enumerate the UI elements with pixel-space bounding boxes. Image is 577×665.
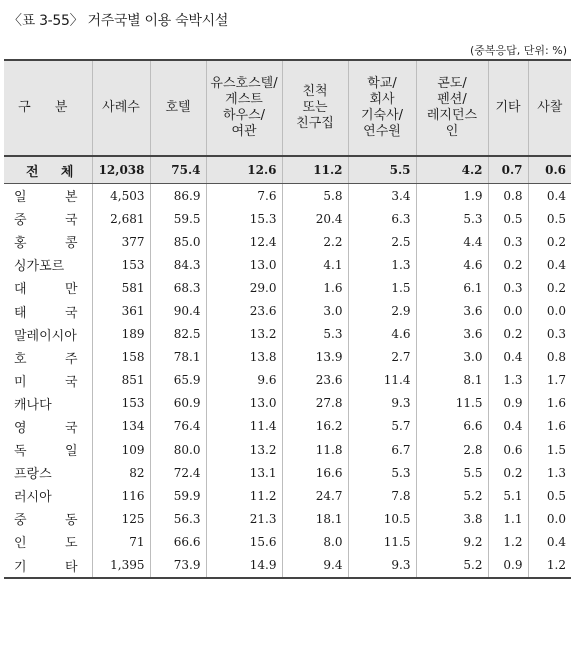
table-cell: 13.8 bbox=[206, 346, 282, 369]
table-cell: 59.9 bbox=[150, 484, 206, 507]
table-cell: 18.1 bbox=[282, 507, 348, 530]
table-cell: 12.4 bbox=[206, 230, 282, 253]
table-cell: 11.8 bbox=[282, 438, 348, 461]
table-cell: 0.5 bbox=[528, 484, 571, 507]
row-label: 영 국 bbox=[14, 420, 78, 436]
table-cell: 4.4 bbox=[416, 230, 488, 253]
table-cell: 2.7 bbox=[348, 346, 416, 369]
table-cell: 6.7 bbox=[348, 438, 416, 461]
table-row bbox=[4, 530, 571, 553]
table-cell: 82 bbox=[92, 461, 150, 484]
table-cell: 0.2 bbox=[528, 276, 571, 299]
table-cell: 16.2 bbox=[282, 415, 348, 438]
table-cell: 109 bbox=[92, 438, 150, 461]
table-cell: 851 bbox=[92, 369, 150, 392]
table-cell: 3.6 bbox=[416, 299, 488, 322]
table-cell: 5.3 bbox=[416, 207, 488, 230]
table-cell: 3.8 bbox=[416, 507, 488, 530]
table-cell: 4,503 bbox=[92, 184, 150, 208]
table-cell: 15.6 bbox=[206, 530, 282, 553]
table-cell: 4.1 bbox=[282, 253, 348, 276]
table-cell: 16.6 bbox=[282, 461, 348, 484]
table-cell: 13.0 bbox=[206, 253, 282, 276]
table-cell: 11.4 bbox=[206, 415, 282, 438]
table-cell: 4.6 bbox=[348, 323, 416, 346]
table-cell: 0.8 bbox=[488, 184, 528, 208]
table-cell: 5.3 bbox=[348, 461, 416, 484]
table-cell: 4.2 bbox=[416, 156, 488, 184]
table-cell: 3.6 bbox=[416, 323, 488, 346]
row-label: 일 본 bbox=[14, 190, 78, 206]
table-cell: 1.3 bbox=[348, 253, 416, 276]
table-cell: 6.1 bbox=[416, 276, 488, 299]
table-cell: 66.6 bbox=[150, 530, 206, 553]
header-row bbox=[4, 60, 571, 156]
table-cell: 0.0 bbox=[528, 299, 571, 322]
table-cell: 13.0 bbox=[206, 392, 282, 415]
table-cell: 9.6 bbox=[206, 369, 282, 392]
accommodation-table bbox=[4, 59, 571, 579]
row-label: 중 국 bbox=[14, 213, 78, 229]
table-cell: 116 bbox=[92, 484, 150, 507]
table-cell: 0.5 bbox=[488, 207, 528, 230]
header-hostel: 유스호스텔/ 게스트 하우스/ 여관 bbox=[206, 60, 282, 156]
table-cell: 0.7 bbox=[488, 156, 528, 184]
table-cell: 59.5 bbox=[150, 207, 206, 230]
table-cell: 82.5 bbox=[150, 323, 206, 346]
table-row bbox=[4, 207, 571, 230]
table-cell: 0.8 bbox=[528, 346, 571, 369]
table-cell: 11.4 bbox=[348, 369, 416, 392]
total-row bbox=[4, 156, 571, 184]
table-cell: 13.9 bbox=[282, 346, 348, 369]
table-cell: 23.6 bbox=[282, 369, 348, 392]
table-cell: 75.4 bbox=[150, 156, 206, 184]
table-cell: 0.0 bbox=[528, 507, 571, 530]
table-cell: 0.9 bbox=[488, 392, 528, 415]
table-cell: 1.7 bbox=[528, 369, 571, 392]
row-label: 인 도 bbox=[14, 536, 78, 552]
table-cell: 1.2 bbox=[528, 554, 571, 578]
table-cell: 15.3 bbox=[206, 207, 282, 230]
table-cell: 2,681 bbox=[92, 207, 150, 230]
table-cell: 0.4 bbox=[488, 415, 528, 438]
header-condo: 콘도/ 펜션/ 레지던스 인 bbox=[416, 60, 488, 156]
table-cell: 0.2 bbox=[488, 253, 528, 276]
header-dormitory: 학교/ 회사 기숙사/ 연수원 bbox=[348, 60, 416, 156]
table-row bbox=[4, 346, 571, 369]
table-cell: 0.3 bbox=[488, 276, 528, 299]
header-other: 기타 bbox=[488, 60, 528, 156]
table-row bbox=[4, 276, 571, 299]
table-row bbox=[4, 507, 571, 530]
table-row bbox=[4, 484, 571, 507]
table-cell: 23.6 bbox=[206, 299, 282, 322]
table-cell: 134 bbox=[92, 415, 150, 438]
table-cell: 0.6 bbox=[528, 156, 571, 184]
table-cell: 65.9 bbox=[150, 369, 206, 392]
header-temple: 사찰 bbox=[528, 60, 571, 156]
table-cell: 9.2 bbox=[416, 530, 488, 553]
table-row bbox=[4, 184, 571, 208]
table-cell: 1.1 bbox=[488, 507, 528, 530]
table-cell: 1.3 bbox=[528, 461, 571, 484]
table-cell: 84.3 bbox=[150, 253, 206, 276]
row-label: 홍 콩 bbox=[14, 236, 78, 252]
table-cell: 0.5 bbox=[528, 207, 571, 230]
table-cell: 11.5 bbox=[348, 530, 416, 553]
table-cell: 8.0 bbox=[282, 530, 348, 553]
table-cell: 189 bbox=[92, 323, 150, 346]
row-label: 말레이시아 bbox=[14, 328, 77, 344]
row-label: 대 만 bbox=[14, 282, 78, 298]
table-cell: 60.9 bbox=[150, 392, 206, 415]
table-row bbox=[4, 323, 571, 346]
table-cell: 11.2 bbox=[206, 484, 282, 507]
table-cell: 9.4 bbox=[282, 554, 348, 578]
table-cell: 90.4 bbox=[150, 299, 206, 322]
table-cell: 1.6 bbox=[528, 415, 571, 438]
table-cell: 76.4 bbox=[150, 415, 206, 438]
table-cell: 11.2 bbox=[282, 156, 348, 184]
table-row bbox=[4, 415, 571, 438]
table-cell: 5.5 bbox=[416, 461, 488, 484]
table-cell: 0.6 bbox=[488, 438, 528, 461]
table-cell: 158 bbox=[92, 346, 150, 369]
table-cell: 21.3 bbox=[206, 507, 282, 530]
table-cell: 1.5 bbox=[528, 438, 571, 461]
unit-note: (중복응답, 단위: %) bbox=[470, 44, 567, 57]
row-label: 태 국 bbox=[14, 305, 78, 321]
table-row bbox=[4, 392, 571, 415]
row-label: 독 일 bbox=[14, 444, 78, 460]
table-cell: 0.2 bbox=[488, 323, 528, 346]
table-row bbox=[4, 253, 571, 276]
table-cell: 2.9 bbox=[348, 299, 416, 322]
table-cell: 3.0 bbox=[416, 346, 488, 369]
table-cell: 9.3 bbox=[348, 392, 416, 415]
table-cell: 29.0 bbox=[206, 276, 282, 299]
table-cell: 2.2 bbox=[282, 230, 348, 253]
table-cell: 1.3 bbox=[488, 369, 528, 392]
table-cell: 0.2 bbox=[528, 230, 571, 253]
header-category: 구 분 bbox=[4, 60, 92, 156]
table-cell: 1.9 bbox=[416, 184, 488, 208]
table-cell: 7.8 bbox=[348, 484, 416, 507]
table-cell: 581 bbox=[92, 276, 150, 299]
table-cell: 5.3 bbox=[282, 323, 348, 346]
table-cell: 12.6 bbox=[206, 156, 282, 184]
table-cell: 5.1 bbox=[488, 484, 528, 507]
table-row bbox=[4, 369, 571, 392]
table-cell: 5.5 bbox=[348, 156, 416, 184]
header-relatives: 친척 또는 친구집 bbox=[282, 60, 348, 156]
table-cell: 20.4 bbox=[282, 207, 348, 230]
table-cell: 86.9 bbox=[150, 184, 206, 208]
table-cell: 9.3 bbox=[348, 554, 416, 578]
table-cell: 13.1 bbox=[206, 461, 282, 484]
table-cell: 3.0 bbox=[282, 299, 348, 322]
table-cell: 1,395 bbox=[92, 554, 150, 578]
table-cell: 80.0 bbox=[150, 438, 206, 461]
table-cell: 5.2 bbox=[416, 554, 488, 578]
table-cell: 1.6 bbox=[528, 392, 571, 415]
row-label: 미 국 bbox=[14, 374, 78, 390]
table-cell: 361 bbox=[92, 299, 150, 322]
table-cell: 11.5 bbox=[416, 392, 488, 415]
table-cell: 153 bbox=[92, 392, 150, 415]
table-cell: 153 bbox=[92, 253, 150, 276]
table-cell: 6.6 bbox=[416, 415, 488, 438]
table-cell: 8.1 bbox=[416, 369, 488, 392]
table-cell: 5.2 bbox=[416, 484, 488, 507]
row-label: 전 체 bbox=[4, 156, 92, 184]
table-cell: 24.7 bbox=[282, 484, 348, 507]
header-cases: 사례수 bbox=[92, 60, 150, 156]
table-cell: 27.8 bbox=[282, 392, 348, 415]
table-row bbox=[4, 461, 571, 484]
table-cell: 71 bbox=[92, 530, 150, 553]
row-label: 캐나다 bbox=[14, 397, 52, 413]
table-cell: 73.9 bbox=[150, 554, 206, 578]
table-cell: 0.3 bbox=[528, 323, 571, 346]
table-cell: 0.9 bbox=[488, 554, 528, 578]
table-cell: 4.6 bbox=[416, 253, 488, 276]
table-cell: 10.5 bbox=[348, 507, 416, 530]
table-cell: 56.3 bbox=[150, 507, 206, 530]
table-cell: 12,038 bbox=[92, 156, 150, 184]
table-cell: 1.5 bbox=[348, 276, 416, 299]
table-row bbox=[4, 554, 571, 578]
table-cell: 7.6 bbox=[206, 184, 282, 208]
row-label: 싱가포르 bbox=[14, 259, 65, 275]
table-cell: 2.8 bbox=[416, 438, 488, 461]
table-cell: 5.7 bbox=[348, 415, 416, 438]
table-cell: 85.0 bbox=[150, 230, 206, 253]
table-cell: 13.2 bbox=[206, 323, 282, 346]
row-label: 프랑스 bbox=[14, 467, 52, 483]
table-cell: 1.6 bbox=[282, 276, 348, 299]
table-cell: 68.3 bbox=[150, 276, 206, 299]
table-cell: 0.4 bbox=[528, 530, 571, 553]
table-cell: 0.4 bbox=[528, 253, 571, 276]
table-cell: 2.5 bbox=[348, 230, 416, 253]
row-label: 호 주 bbox=[14, 351, 78, 367]
table-cell: 0.2 bbox=[488, 461, 528, 484]
table-row bbox=[4, 299, 571, 322]
table-cell: 125 bbox=[92, 507, 150, 530]
row-label: 중 동 bbox=[14, 513, 78, 529]
table-caption: 〈표 3-55〉 거주국별 이용 숙박시설 bbox=[8, 13, 229, 29]
table-cell: 0.4 bbox=[528, 184, 571, 208]
table-cell: 14.9 bbox=[206, 554, 282, 578]
row-label: 기 타 bbox=[4, 554, 92, 578]
table-cell: 377 bbox=[92, 230, 150, 253]
table-cell: 6.3 bbox=[348, 207, 416, 230]
header-hotel: 호텔 bbox=[150, 60, 206, 156]
table-cell: 3.4 bbox=[348, 184, 416, 208]
table-cell: 72.4 bbox=[150, 461, 206, 484]
row-label: 러시아 bbox=[14, 490, 52, 506]
table-cell: 5.8 bbox=[282, 184, 348, 208]
table-cell: 1.2 bbox=[488, 530, 528, 553]
table-cell: 13.2 bbox=[206, 438, 282, 461]
table-cell: 0.4 bbox=[488, 346, 528, 369]
table-row bbox=[4, 438, 571, 461]
table-row bbox=[4, 230, 571, 253]
table-cell: 0.0 bbox=[488, 299, 528, 322]
table-cell: 0.3 bbox=[488, 230, 528, 253]
table-cell: 78.1 bbox=[150, 346, 206, 369]
